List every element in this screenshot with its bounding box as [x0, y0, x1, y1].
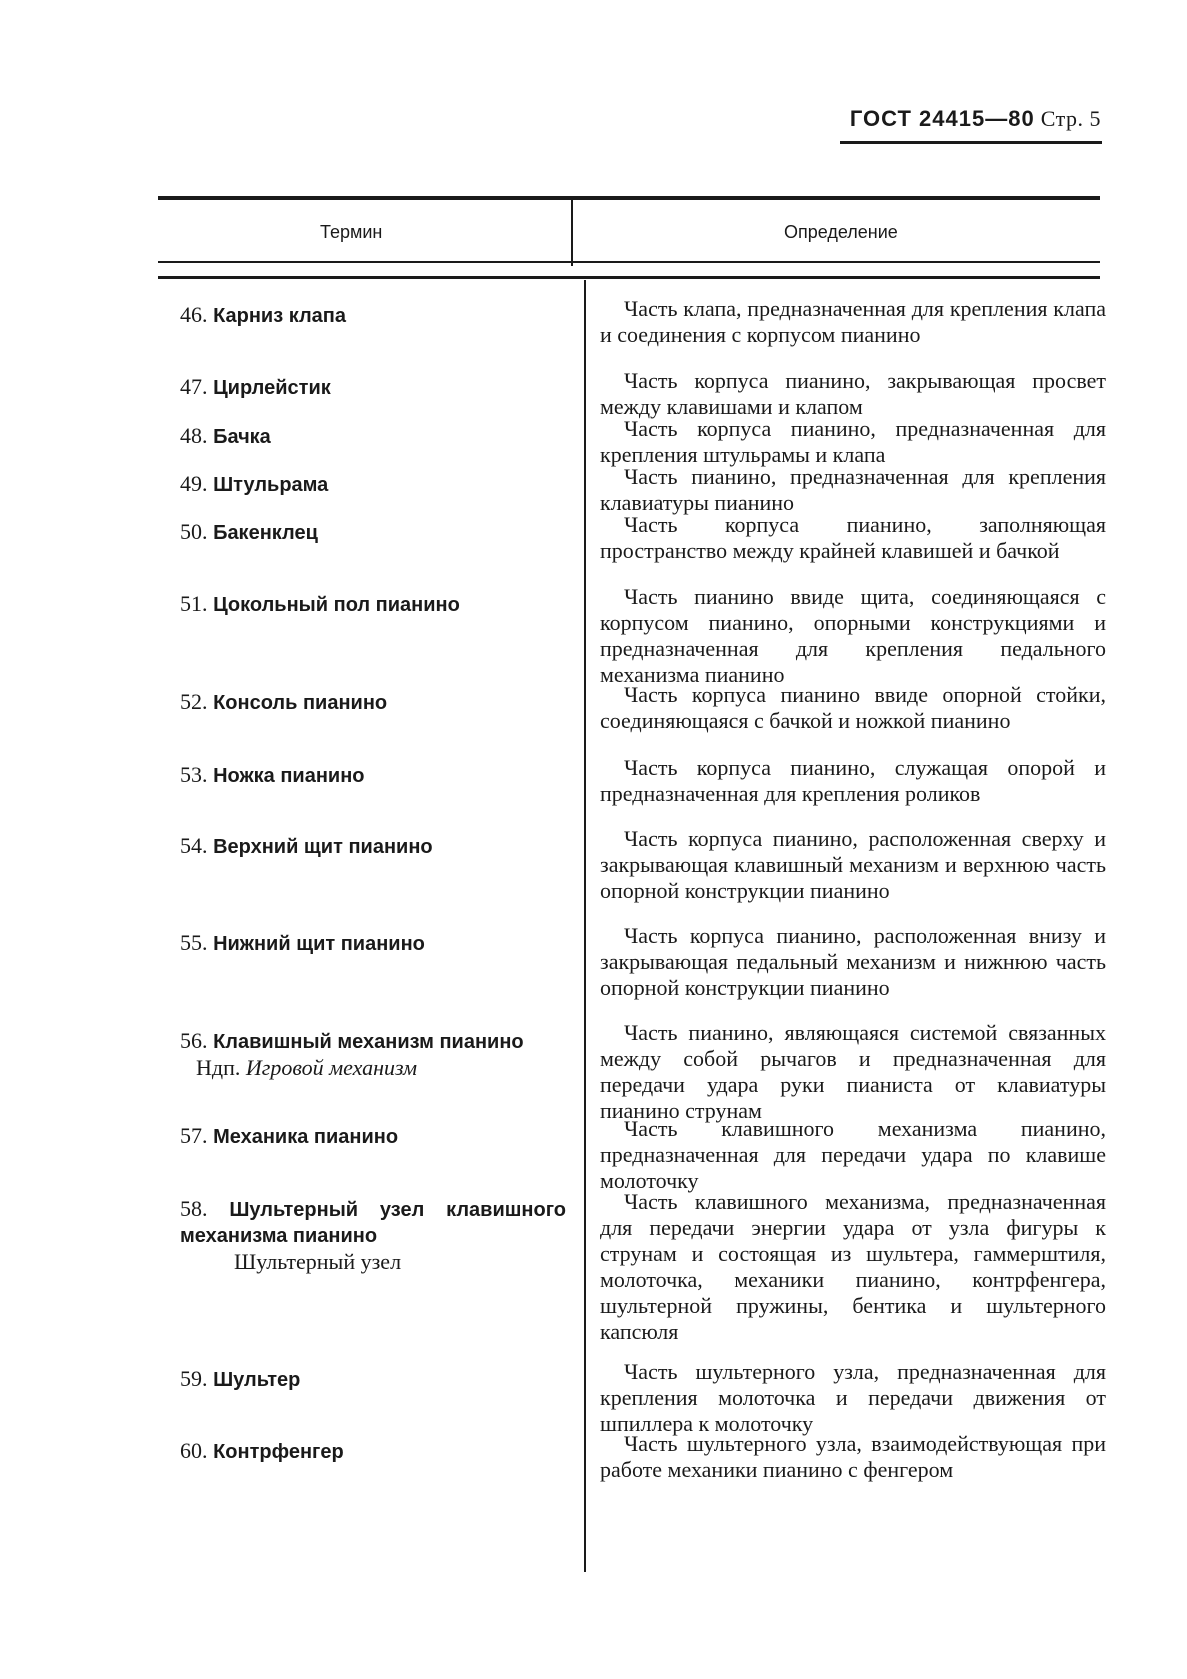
- term-entry: [180, 374, 566, 401]
- entry-number: 48.: [180, 423, 208, 448]
- term-text: Карниз клапа: [213, 305, 347, 327]
- definition-text: Часть шультерного узла, предназначенная для крепления молоточка и передачи движения от шпиллера к молоточку: [600, 1359, 1106, 1436]
- term-entry: [180, 930, 566, 957]
- entry-number: 60.: [180, 1438, 208, 1463]
- term-text: Цокольный пол пианино: [213, 594, 460, 616]
- definition-text: Часть корпуса пианино, расположенная внизу и закрывающая педальный механизм и нижнюю часть опорной конструкции пианино: [600, 923, 1106, 1000]
- term-text: Бачка: [213, 426, 271, 448]
- entry-number: 53.: [180, 762, 208, 787]
- definition-text: Часть корпуса пианино ввиде опорной стойки, соединяющаяся с бачкой и ножкой пианино: [600, 682, 1106, 733]
- page-header: [850, 106, 1101, 132]
- term-text: Штульрама: [213, 474, 329, 496]
- term-entry: [180, 1438, 566, 1465]
- entry-number: 49.: [180, 471, 208, 496]
- entry-number: 56.: [180, 1028, 208, 1053]
- definition-text: Часть корпуса пианино, предназначенная для крепления штульрамы и клапа: [600, 416, 1106, 467]
- entry-number: 51.: [180, 591, 208, 616]
- entry-number: 50.: [180, 519, 208, 544]
- term-entry: [180, 1028, 566, 1081]
- term-entry: [180, 591, 566, 618]
- header-underline: [840, 141, 1102, 144]
- entry-number: 55.: [180, 930, 208, 955]
- term-text: Ножка пианино: [213, 765, 365, 787]
- term-entry: [180, 423, 566, 450]
- term-entry: [180, 1366, 566, 1393]
- term-text: Контрфенгер: [213, 1441, 344, 1463]
- definition-text: Часть корпуса пианино, служащая опорой и предназначенная для крепления роликов: [600, 755, 1106, 806]
- entry-number: 57.: [180, 1123, 208, 1148]
- term-text: Шультер: [213, 1369, 301, 1391]
- term-text: Клавишный механизм пианино: [213, 1031, 524, 1053]
- short-form-text: Шультерный узел: [234, 1249, 402, 1274]
- definition-text: Часть пианино, являющаяся системой связанных между собой рычагов и предназначенная для передачи удара руки пианиста от клавиатуры пианино струнам: [600, 1020, 1106, 1123]
- term-entry: [180, 833, 566, 860]
- term-text: Цирлейстик: [213, 377, 331, 399]
- term-text: Нижний щит пианино: [213, 933, 425, 955]
- definition-text: Часть клавишного механизма, предназначенная для передачи энергии удара от узла фигуры к струнам и состоящая из шультера, гаммерштиля, молоточка, механики пианино, контрфенгера, шультерной пружины, бентика и шультерного капсюля: [600, 1189, 1106, 1344]
- header-rule-upper: [158, 261, 1100, 263]
- column-header-definition: Определение: [784, 222, 898, 242]
- page-number: Стр. 5: [1040, 106, 1101, 131]
- entry-number: 58.: [180, 1196, 208, 1221]
- term-text: Бакенклец: [213, 522, 318, 544]
- definition-text: Часть клапа, предназначенная для крепления клапа и соединения с корпусом пианино: [600, 296, 1106, 347]
- term-text: Шультерный узел клавишного механизма пианино: [180, 1199, 566, 1247]
- definition-text: Часть пианино ввиде щита, соединяющаяся с корпусом пианино, опорными конструкциями и предназначенная для крепления педального механизма пианино: [600, 584, 1106, 687]
- term-entry: [180, 1196, 566, 1275]
- term-text: Верхний щит пианино: [213, 836, 433, 858]
- body-column-divider: [584, 280, 586, 1572]
- term-entry: [180, 762, 566, 789]
- definition-text: Часть пианино, предназначенная для крепления клавиатуры пианино: [600, 464, 1106, 515]
- term-entry: [180, 471, 566, 498]
- entry-number: 46.: [180, 302, 208, 327]
- term-entry: [180, 302, 566, 329]
- entry-number: 52.: [180, 689, 208, 714]
- standard-code: ГОСТ 24415—80: [849, 106, 1035, 131]
- term-entry: [180, 689, 566, 716]
- term-text: Консоль пианино: [213, 692, 388, 714]
- entry-number: 59.: [180, 1366, 208, 1391]
- entry-number: 54.: [180, 833, 208, 858]
- column-header-term: Термин: [320, 222, 383, 242]
- table-top-rule: [158, 196, 1100, 200]
- term-entry: [180, 519, 566, 546]
- definition-text: Часть шультерного узла, взаимодействующая при работе механики пианино с фенгером: [600, 1431, 1106, 1482]
- term-text: Механика пианино: [213, 1126, 399, 1148]
- definition-text: Часть корпуса пианино, заполняющая пространство между крайней клавишей и бачкой: [600, 512, 1106, 563]
- deprecated-synonym: [180, 1055, 566, 1081]
- entry-number: 47.: [180, 374, 208, 399]
- deprecated-label: Ндп.: [196, 1055, 241, 1080]
- term-entry: [180, 1123, 566, 1150]
- header-column-divider: [571, 196, 573, 266]
- definition-text: Часть корпуса пианино, расположенная сверху и закрывающая клавишный механизм и верхнюю часть опорной конструкции пианино: [600, 826, 1106, 903]
- definition-text: Часть клавишного механизма пианино, предназначенная для передачи удара по клавише молоточку: [600, 1116, 1106, 1193]
- header-rule-lower: [158, 276, 1100, 279]
- synonym-text: Игровой механизм: [245, 1055, 418, 1080]
- definition-text: Часть корпуса пианино, закрывающая просвет между клавишами и клапом: [600, 368, 1106, 419]
